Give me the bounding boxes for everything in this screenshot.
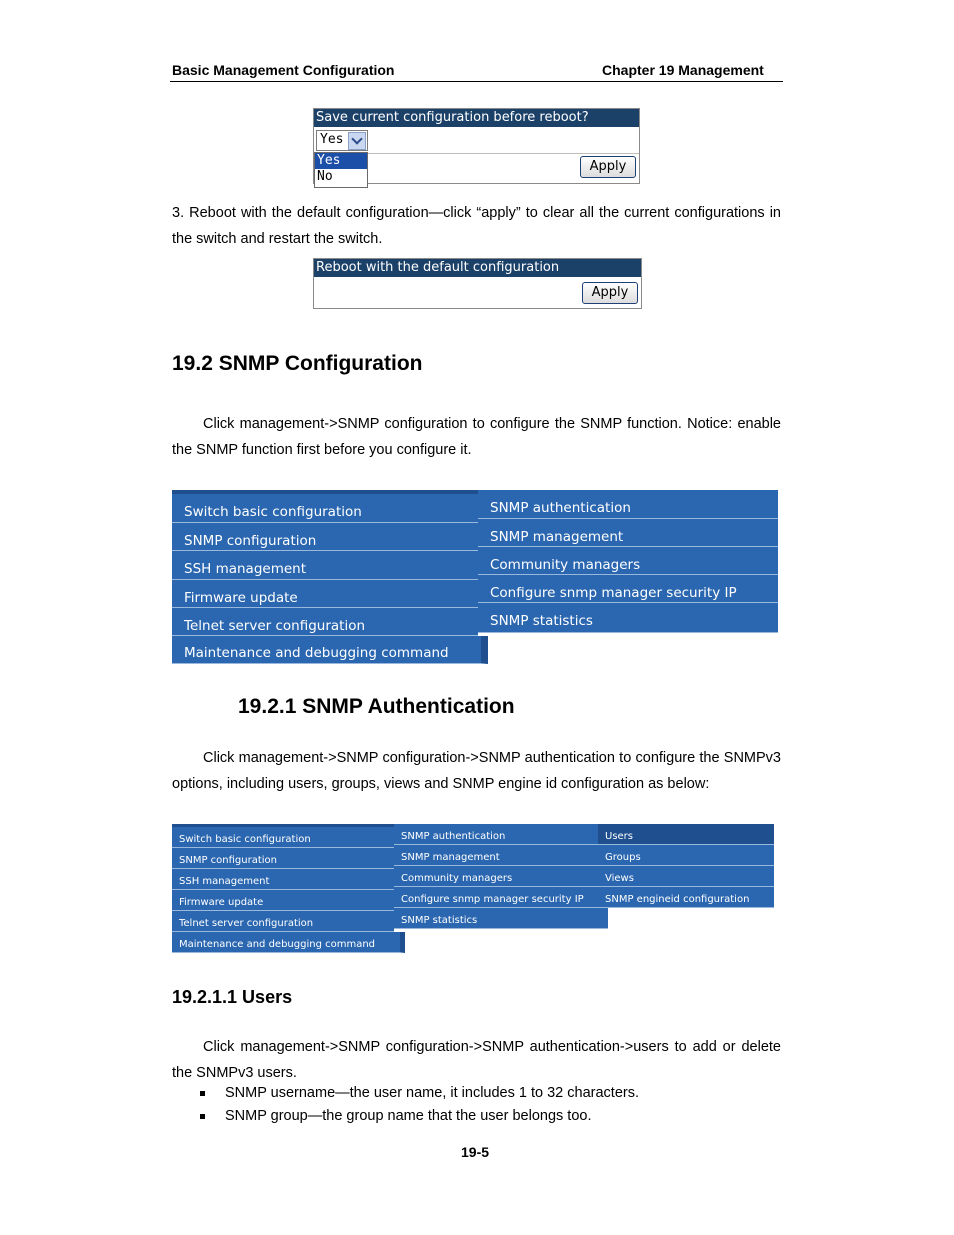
menu-item-firmware[interactable]: Firmware update bbox=[172, 580, 478, 608]
submenu-item-security-ip[interactable]: Configure snmp manager security IP bbox=[478, 575, 778, 603]
option-no[interactable]: No bbox=[317, 169, 333, 184]
subsubmenu-item-users[interactable]: Users bbox=[598, 824, 774, 845]
reboot-default-dialog bbox=[313, 258, 642, 309]
header-rule bbox=[170, 81, 783, 82]
submenu-item-snmp-auth[interactable]: SNMP authentication bbox=[478, 490, 778, 519]
subsubmenu-item-engineid[interactable]: SNMP engineid configuration bbox=[598, 887, 774, 908]
section-heading-19-2-1: 19.2.1 SNMP Authentication bbox=[238, 695, 515, 718]
section-19-2-1-paragraph: Click management->SNMP configuration->SNMP authentication to configure the SNMPv3 options, including users, groups, views and SNMP engine id configuration as below: bbox=[172, 750, 781, 792]
menu-item-ssh[interactable]: SSH management bbox=[172, 869, 394, 890]
management-menu bbox=[172, 490, 778, 664]
menu-item-firmware[interactable]: Firmware update bbox=[172, 890, 394, 911]
apply-button[interactable]: Apply bbox=[582, 282, 638, 304]
menu-item-switch-basic[interactable]: Switch basic configuration bbox=[172, 827, 394, 848]
section-heading-19-2: 19.2 SNMP Configuration bbox=[172, 352, 423, 375]
menu-item-ssh[interactable]: SSH management bbox=[172, 551, 478, 580]
submenu-item-statistics[interactable]: SNMP statistics bbox=[394, 908, 608, 929]
option-yes[interactable]: Yes bbox=[315, 153, 367, 169]
menu-item-maintenance[interactable]: Maintenance and debugging command bbox=[172, 636, 488, 664]
section-19-2-paragraph: Click management->SNMP configuration to configure the SNMP function. Notice: enable the SNMP function first before you configure it. bbox=[172, 416, 781, 458]
submenu-item-security-ip[interactable]: Configure snmp manager security IP bbox=[394, 887, 608, 908]
snmp-auth-menu bbox=[172, 824, 774, 953]
save-config-select[interactable] bbox=[316, 130, 368, 151]
header-left: Basic Management Configuration bbox=[172, 62, 395, 78]
apply-button[interactable]: Apply bbox=[580, 156, 636, 178]
bullet-text: SNMP username—the user name, it includes 1 to 32 characters. bbox=[225, 1085, 639, 1101]
submenu-item-community[interactable]: Community managers bbox=[478, 547, 778, 575]
menu-item-switch-basic[interactable]: Switch basic configuration bbox=[172, 494, 478, 523]
submenu-item-statistics[interactable]: SNMP statistics bbox=[478, 603, 778, 633]
bullet-text: SNMP group—the group name that the user belongs too. bbox=[225, 1108, 592, 1124]
submenu-item-snmp-mgmt[interactable]: SNMP management bbox=[394, 845, 608, 866]
dialog-title: Reboot with the default configuration bbox=[314, 259, 641, 277]
submenu-item-snmp-auth[interactable]: SNMP authentication bbox=[394, 824, 608, 845]
menu-item-snmp-config[interactable]: SNMP configuration bbox=[172, 523, 478, 551]
select-value: Yes bbox=[320, 132, 344, 147]
dialog-title: Save current configuration before reboot? bbox=[314, 109, 639, 127]
submenu-item-snmp-mgmt[interactable]: SNMP management bbox=[478, 519, 778, 547]
menu-item-telnet[interactable]: Telnet server configuration bbox=[172, 608, 478, 636]
section-19-2-1-1-paragraph: Click management->SNMP configuration->SNMP authentication->users to add or delete the SNMPv3 users. bbox=[172, 1039, 781, 1081]
step3-paragraph: 3. Reboot with the default configuration—click “apply” to clear all the current configurations in the switch and restart the switch. bbox=[172, 205, 781, 247]
menu-item-maintenance[interactable]: Maintenance and debugging command bbox=[172, 932, 405, 953]
menu-item-snmp-config[interactable]: SNMP configuration bbox=[172, 848, 394, 869]
subsubmenu-item-groups[interactable]: Groups bbox=[598, 845, 774, 866]
section-heading-19-2-1-1: 19.2.1.1 Users bbox=[172, 987, 293, 1007]
header-right: Chapter 19 Management bbox=[602, 62, 764, 78]
subsubmenu-item-views[interactable]: Views bbox=[598, 866, 774, 887]
save-config-dropdown bbox=[314, 152, 368, 188]
page-number: 19-5 bbox=[461, 1144, 490, 1160]
submenu-item-community[interactable]: Community managers bbox=[394, 866, 608, 887]
chevron-down-icon[interactable] bbox=[348, 132, 366, 150]
menu-item-telnet[interactable]: Telnet server configuration bbox=[172, 911, 394, 932]
